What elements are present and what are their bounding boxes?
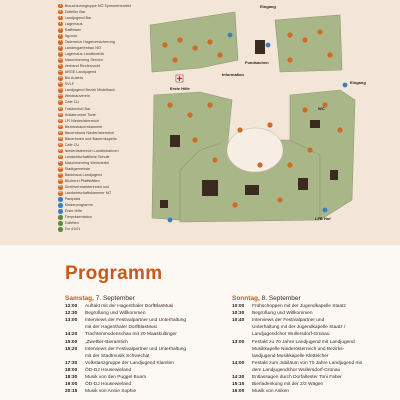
schedule-item	[65, 318, 186, 324]
legend-marker-icon	[58, 197, 63, 202]
lost-found-label: Fundsachen	[245, 60, 269, 65]
schedule-item	[232, 347, 344, 353]
schedule-item	[65, 340, 128, 346]
legend-label: Landjugend Bar	[64, 15, 92, 20]
schedule-time: 13:00	[232, 339, 245, 345]
legend-label: Landwirtschaftskammer NÖ	[64, 191, 112, 196]
schedule-text: Auftakt mit der Hagenthaler DorfBlasMusi	[85, 304, 174, 309]
schedule-item	[232, 375, 342, 381]
legend-marker-icon: 3	[59, 15, 62, 19]
legend-label: Toiletten	[64, 221, 79, 226]
legend-label: Cafe CU	[64, 100, 80, 105]
central-arena	[227, 128, 283, 172]
schedule-text: Bierladenkung mit der 2/2 Wägen	[252, 382, 324, 388]
schedule-item	[65, 361, 174, 367]
schedule-text: Interviews der Festivalpartner und Unterhaltung	[85, 346, 187, 352]
schedule-text: „Zwettler-Bierarstich	[85, 339, 128, 345]
schedule-text: ÖD-DJ Housewieland	[85, 382, 132, 388]
schedule-item	[232, 311, 313, 317]
legend-marker-icon: 27	[58, 160, 62, 164]
schedule-time: 16:00	[232, 389, 245, 395]
schedule-item	[65, 368, 131, 374]
schedule-time: 20:15	[65, 389, 78, 395]
schedule-time: 14:20	[65, 332, 78, 338]
schedule-time: 12:00	[65, 304, 78, 309]
legend-label: Niederösterreich Landesbahnen	[64, 148, 119, 153]
legend-label: Bankhaus Landjugend	[64, 173, 103, 178]
schedule-text: Musik von den Puggel Buam	[85, 375, 147, 380]
schedule-text: Musikkapelle Niederösterreich und Bezirks-	[252, 346, 345, 352]
day1-weekday: Samstag,	[65, 295, 94, 302]
schedule-time: 15:00	[65, 339, 78, 345]
legend-marker-icon: 10	[58, 58, 62, 62]
schedule-item	[232, 389, 289, 395]
legend-label: LFI Niederösterreich	[64, 118, 99, 123]
legend-marker-icon: 22	[58, 130, 62, 134]
schedule-text: Begrüßung und Willkommen	[252, 311, 313, 317]
day1-date: 7. September	[95, 295, 135, 302]
legend-marker-icon: 1	[59, 3, 62, 7]
schedule-item	[232, 318, 324, 324]
legend-marker-icon: 25	[58, 148, 62, 152]
schedule-text: mit der Hagenthaler DorfBlasMusi	[85, 325, 157, 331]
program-title: Programm	[65, 263, 163, 284]
legend-label: Direktvermarkterinnen und	[64, 185, 110, 190]
legend-marker-icon: 2	[59, 9, 62, 13]
schedule-text: Festakt zu 70 Jahre Landjugend mit Landjugend	[252, 339, 355, 345]
schedule-text: dem Landjugendchor Wullersdorf-Grünau	[252, 367, 341, 373]
legend-label: Raiffeisen	[64, 27, 82, 32]
schedule-item	[232, 382, 323, 388]
day2-weekday: Sonntag,	[232, 295, 260, 302]
schedule-time: 15:15	[232, 382, 245, 388]
schedule-time: 18:00	[65, 367, 78, 373]
schedule-time: 12:30	[65, 311, 78, 317]
legend-label: Bücherei Pfaffstätten	[64, 179, 100, 184]
legend-label: SVLF	[64, 82, 75, 87]
legend-label: Landesgartenbau NÖ	[64, 46, 101, 51]
schedule-text: Interviews der Festivalpartner und Unterhaltung	[85, 318, 187, 324]
schedule-time: 19:00	[65, 382, 78, 388]
schedule-item	[232, 304, 346, 310]
schedule-item	[232, 368, 340, 374]
legend-marker-icon: 18	[58, 106, 62, 110]
schedule-time: 10:30	[232, 311, 245, 317]
legend-marker-icon	[58, 221, 63, 226]
day1-header	[65, 295, 135, 302]
legend-label: Maschinenring Service	[64, 58, 104, 63]
area-top-right	[275, 15, 342, 72]
legend-label: Österreich Hagelversicherung	[64, 40, 115, 44]
lfb-label: LFB Hof	[315, 216, 331, 221]
schedule-time: 13:00	[65, 318, 78, 324]
legend-marker-icon: 9	[59, 52, 62, 56]
legend-label: Agrana	[64, 33, 77, 38]
entrance-top-label: Eingang	[260, 4, 276, 9]
legend-marker-icon: 20	[58, 118, 62, 122]
legend-marker-icon: 8	[59, 46, 62, 50]
legend-label: Bezirksbauernkammer	[64, 124, 103, 129]
schedule-text: Volkstanzgruppe der Landjugend Klamlen	[85, 360, 174, 366]
schedule-text: Unterhaltung mit der Jugendkapelle Staatz /	[252, 325, 346, 331]
schedule-time: 10:00	[232, 304, 245, 309]
legend-label: Weinbauverein	[64, 94, 90, 99]
legend-label: Lagerhaus Landtechnik	[64, 52, 105, 57]
legend-label: ARGE Landjugend	[64, 70, 97, 75]
legend-label: Landwirtschaftliche Schule	[64, 154, 110, 159]
schedule-time: 18:30	[65, 375, 78, 380]
schedule-time: 15:20	[65, 346, 78, 352]
legend-marker-icon: 29	[58, 173, 62, 177]
schedule-item	[65, 347, 186, 353]
schedule-item	[232, 361, 362, 367]
legend-marker-icon: 15	[58, 88, 62, 92]
legend-label: Bäuerinnen und Bauernkapelle	[64, 136, 117, 141]
legend-label: Landjugend Bezirk Mistelbach	[64, 88, 116, 93]
legend-label: Cafe CU	[64, 142, 80, 147]
schedule-item	[232, 332, 330, 338]
legend-label: Tor 41/01	[64, 227, 81, 232]
legend-label: Kinderprogramm	[64, 203, 93, 208]
legend-marker-icon: 17	[58, 100, 62, 104]
legend-marker-icon: 11	[58, 64, 62, 68]
legend-marker-icon: 32	[58, 191, 62, 195]
schedule-item	[232, 354, 329, 360]
legend-marker-icon: 28	[58, 166, 62, 170]
schedule-item	[65, 382, 131, 388]
legend-marker-icon: 23	[58, 136, 62, 140]
schedule-item	[65, 354, 150, 360]
schedule-item	[65, 325, 157, 331]
schedule-text: Trachtenmodenschau mit 20 Maaskultinger	[85, 332, 177, 338]
festival-site-map	[140, 0, 400, 245]
legend-label: Traktorclub Bar	[64, 106, 91, 111]
legend-marker-icon: 6	[59, 33, 62, 37]
entrance-right-label: Eingang	[350, 80, 366, 85]
first-aid-icon	[176, 75, 183, 82]
schedule-text: Interviews der Festivalpartner und	[252, 318, 325, 324]
legend-marker-icon: 12	[58, 70, 62, 74]
schedule-item	[65, 375, 146, 381]
wc-label: WC	[318, 106, 325, 111]
legend-item	[58, 3, 140, 9]
schedule-text: Musik von Annie Sophie	[85, 389, 137, 395]
schedule-text: Musik von Asiken	[252, 389, 290, 395]
legend-marker-icon: 30	[58, 179, 62, 183]
legend-marker-icon: 24	[58, 142, 62, 146]
legend-marker-icon: 19	[58, 112, 62, 116]
schedule-text: Landjugendchor Wullersdorf-Grünau	[252, 332, 330, 338]
legend-label: Zotteller Bar	[64, 9, 86, 14]
day2-date: 8. September	[261, 295, 301, 302]
legend-label: Lagerhaus	[64, 21, 83, 26]
schedule-item	[232, 340, 355, 346]
legend-marker-icon: 31	[58, 185, 62, 189]
schedule-time: 10:40	[232, 318, 245, 324]
legend-marker-icon: 13	[58, 76, 62, 80]
legend-marker-icon: 14	[58, 82, 62, 86]
legend-label: Bio Austria	[64, 76, 83, 81]
legend-item	[58, 227, 140, 233]
first-aid-label: Erste Hilfe	[170, 86, 190, 91]
schedule-text: Frühschoppen mit der Jugendkapelle Staatz	[252, 304, 346, 309]
legend-label: Maschinenring Weinviertel	[64, 160, 110, 165]
legend-label: Bauernbund Niederösterreich	[64, 130, 115, 135]
schedule-item	[65, 389, 136, 395]
day2-header	[232, 295, 301, 302]
legend-marker-icon: 26	[58, 154, 62, 158]
schedule-text: Entlassagen durch Dorfaltester Toni Faber	[252, 375, 342, 380]
legend-label: Parkplatz	[64, 197, 81, 202]
schedule-time: 17:30	[65, 360, 78, 366]
schedule-time: 14:00	[232, 360, 245, 366]
schedule-item	[65, 304, 173, 310]
legend-label: Erste Hilfe	[64, 209, 83, 214]
schedule-item	[232, 325, 345, 331]
schedule-time: 14:30	[232, 375, 245, 380]
map-legend	[58, 3, 140, 233]
legend-label: Tierpräsentation	[64, 215, 92, 220]
schedule-item	[65, 332, 177, 338]
schedule-text: landjugend Musikkapelle Klettelcher	[252, 353, 329, 359]
legend-label: Verband Rinderzucht	[64, 64, 101, 69]
schedule-text: mit der Stadtmusik Schwechat	[85, 353, 150, 359]
legend-label: Stadtgemeinde	[64, 166, 91, 171]
legend-marker-icon	[58, 203, 63, 208]
schedule-text: Begrüßung und Willkommen	[85, 311, 146, 317]
legend-marker-icon: 4	[59, 21, 62, 25]
legend-marker-icon: 7	[59, 40, 62, 43]
schedule-text: Festakt zum Jubiläum von 70 Jahre Landjugend mit	[252, 360, 362, 366]
legend-label: Brauchtumsgruppe NÖ Symmetrieartist	[64, 3, 131, 8]
legend-marker-icon	[58, 227, 63, 232]
legend-marker-icon	[58, 215, 63, 220]
legend-marker-icon	[58, 209, 63, 214]
legend-marker-icon: 16	[58, 94, 62, 98]
legend-marker-icon: 5	[59, 27, 62, 31]
legend-label: Hollabrunner Torte	[64, 112, 96, 117]
schedule-item	[65, 311, 146, 317]
legend-marker-icon: 21	[58, 124, 62, 128]
information-label: Information	[222, 72, 244, 77]
schedule-text: ÖD-DJ Housewieland	[85, 367, 132, 373]
